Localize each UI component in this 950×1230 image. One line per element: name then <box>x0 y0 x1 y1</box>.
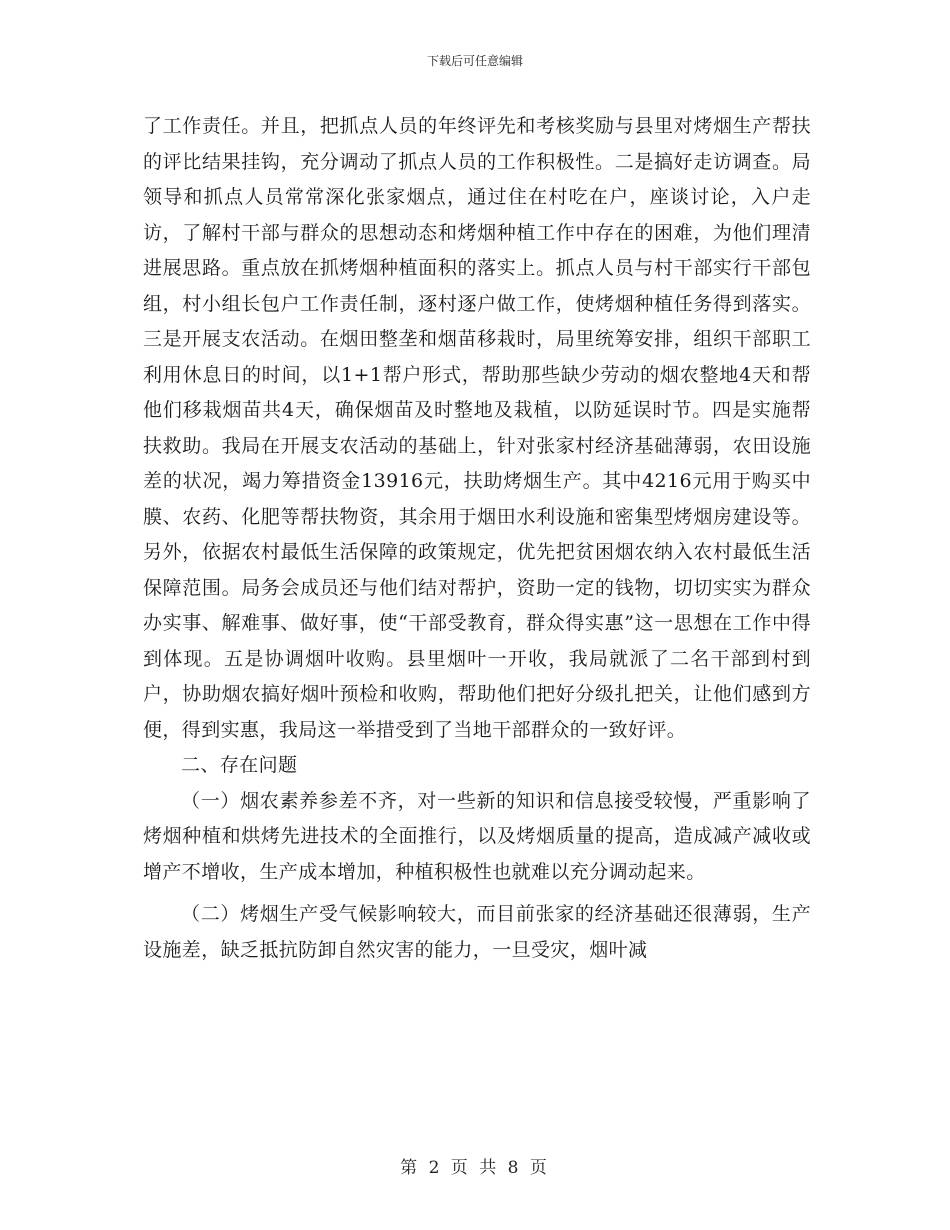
document-body <box>143 109 811 968</box>
page-footer <box>0 1157 950 1179</box>
section-heading-problems: 二、存在问题 <box>181 754 298 776</box>
paragraph-problem-1: （一）烟农素养参差不齐，对一些新的知识和信息接受较慢，严重影响了烤烟种植和烘烤先进技术的全面推行，以及烤烟质量的提高，造成减产减收或增产不增收，生产成本增加，种植积极性也就难以充分调动起来。 <box>143 789 811 883</box>
paragraph-problem-2: （二）烤烟生产受气候影响较大，而目前张家的经济基础还很薄弱，生产设施差，缺乏抵抗防卸自然灾害的能力，一旦受灾，烟叶减 <box>143 903 811 961</box>
header-note: 下载后可任意编辑 <box>426 54 523 68</box>
paragraph-continued: 了工作责任。并且，把抓点人员的年终评先和考核奖励与县里对烤烟生产帮扶的评比结果挂钩，充分调动了抓点人员的工作积极性。二是搞好走访调查。局领导和抓点人员常常深化张家烟点，通过住在村吃在户，座谈讨论，入户走访，了解村干部与群众的思想动态和烤烟种植工作中存在的困难，为他们理清进展思路。重点放在抓烤烟种植面积的落实上。抓点人员与村干部实行干部包组，村小组长包户工作责任制，逐村逐户做工作，使烤烟种植任务得到落实。三是开展支农活动。在烟田整垄和烟苗移栽时，局里统筹安排，组织干部职工利用休息日的时间，以1+1帮户形式，帮助那些缺少劳动的烟农整地4天和帮他们移栽烟苗共4天，确保烟苗及时整地及栽植，以防延误时节。四是实施帮扶救助。我局在开展支农活动的基础上，针对张家村经济基础薄弱，农田设施差的状况，竭力筹措资金13916元，扶助烤烟生产。其中4216元用于购买中膜、农药、化肥等帮扶物资，其余用于烟田水利设施和密集型烤烟房建设等。另外，依据农村最低生活保障的政策规定，优先把贫困烟农纳入农村最低生活保障范围。局务会成员还与他们结对帮护，资助一定的钱物，切切实实为群众办实事、解难事、做好事，使“干部受教育，群众得实惠”这一思想在工作中得到体现。五是协调烟叶收购。县里烟叶一开收，我局就派了二名干部到村到户，协助烟农搞好烟叶预检和收购，帮助他们把好分级扎把关，让他们感到方便，得到实惠，我局这一举措受到了当地干部群众的一致好评。 <box>143 115 811 741</box>
page-header <box>0 53 950 69</box>
page-number: 第 2 页 共 8 页 <box>400 1158 550 1178</box>
